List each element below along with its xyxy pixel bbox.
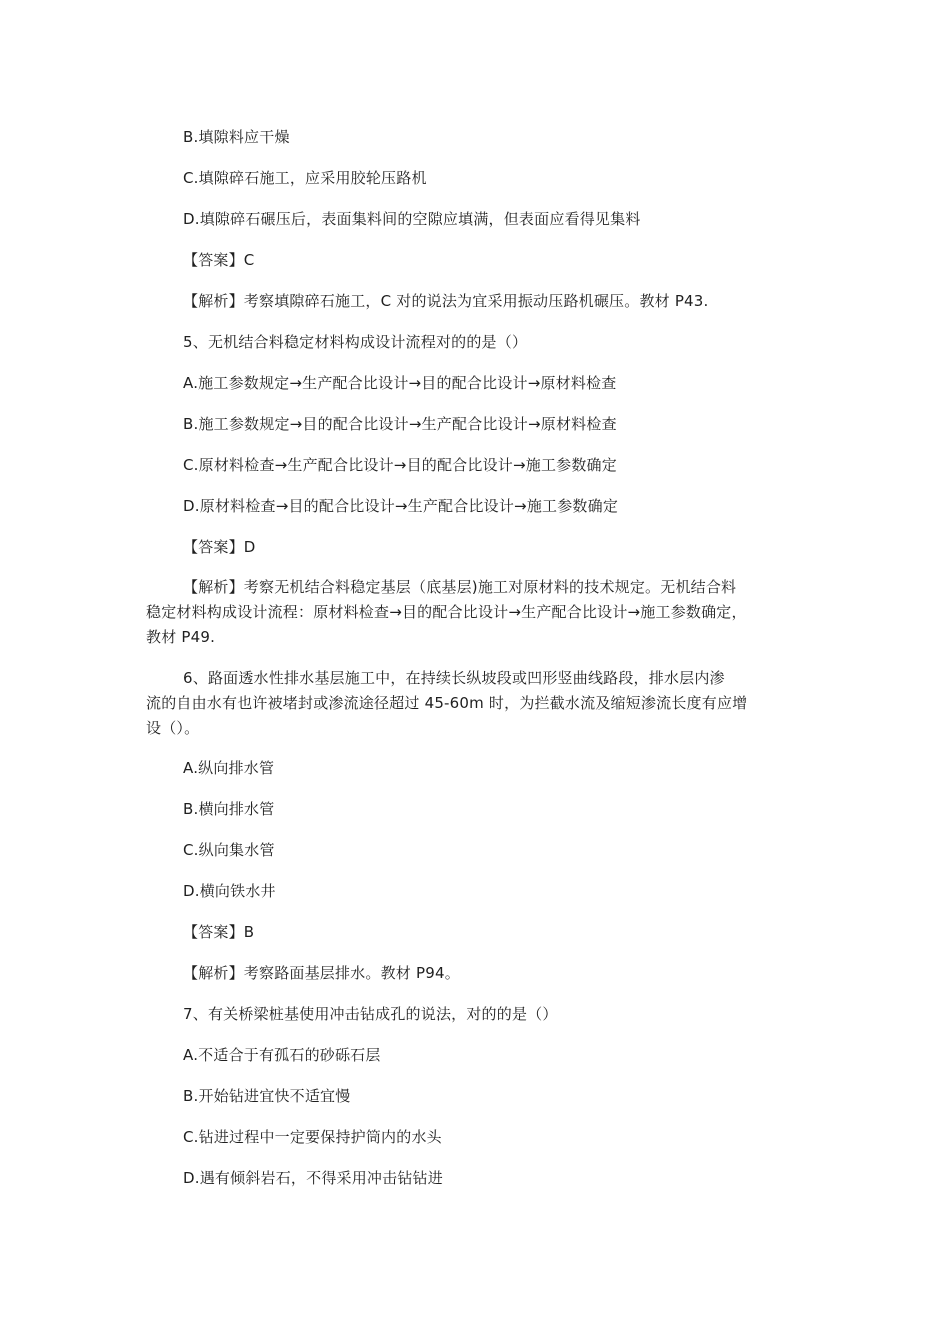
q6-option-b: B.横向排水管 — [183, 800, 275, 818]
q5-analysis — [146, 575, 806, 650]
q6-question-line3: 设（）。 — [146, 719, 200, 737]
q4-option-c: C.填隙碎石施工，应采用胶轮压路机 — [183, 169, 427, 187]
q7-option-d: D.遇有倾斜岩石，不得采用冲击钻钻进 — [183, 1169, 443, 1187]
q5-analysis-line3: 教材 P49. — [146, 628, 216, 646]
q6-analysis: 【解析】考察路面基层排水。教材 P94。 — [183, 964, 460, 982]
q4-option-b: B.填隙料应干燥 — [183, 128, 290, 146]
q7-option-a: A.不适合于有孤石的砂砾石层 — [183, 1046, 381, 1064]
q6-question — [146, 666, 806, 741]
q6-question-line1: 6、路面透水性排水基层施工中，在持续长纵坡段或凹形竖曲线路段，排水层内渗 — [183, 669, 725, 687]
q4-analysis: 【解析】考察填隙碎石施工，C 对的说法为宜采用振动压路机碾压。教材 P43. — [183, 292, 709, 310]
q5-analysis-line1: 【解析】考察无机结合料稳定基层（底基层)施工对原材料的技术规定。无机结合料 — [183, 578, 737, 596]
q6-question-line2: 流的自由水有也许被堵封或渗流途径超过 45-60m 时，为拦截水流及缩短渗流长度有应增 — [146, 694, 748, 712]
q5-analysis-line2: 稳定材料构成设计流程：原材料检查→目的配合比设计→生产配合比设计→施工参数确定， — [146, 603, 747, 621]
q5-option-c: C.原材料检查→生产配合比设计→目的配合比设计→施工参数确定 — [183, 456, 617, 474]
q6-answer: 【答案】B — [183, 923, 255, 941]
q5-option-d: D.原材料检查→目的配合比设计→生产配合比设计→施工参数确定 — [183, 497, 619, 515]
q4-option-d: D.填隙碎石碾压后，表面集料间的空隙应填满，但表面应看得见集料 — [183, 210, 641, 228]
q6-option-d: D.横向铁水井 — [183, 882, 276, 900]
q7-option-c: C.钻进过程中一定要保持护筒内的水头 — [183, 1128, 442, 1146]
q5-question: 5、无机结合料稳定材料构成设计流程对的的是（） — [183, 333, 528, 351]
q7-question: 7、有关桥梁桩基使用冲击钻成孔的说法，对的的是（） — [183, 1005, 558, 1023]
q6-option-c: C.纵向集水管 — [183, 841, 275, 859]
q5-option-b: B.施工参数规定→目的配合比设计→生产配合比设计→原材料检查 — [183, 415, 617, 433]
q6-option-a: A.纵向排水管 — [183, 759, 275, 777]
q7-option-b: B.开始钻进宜快不适宜慢 — [183, 1087, 351, 1105]
q5-option-a: A.施工参数规定→生产配合比设计→目的配合比设计→原材料检查 — [183, 374, 617, 392]
q5-answer: 【答案】D — [183, 538, 256, 556]
q4-answer: 【答案】C — [183, 251, 255, 269]
